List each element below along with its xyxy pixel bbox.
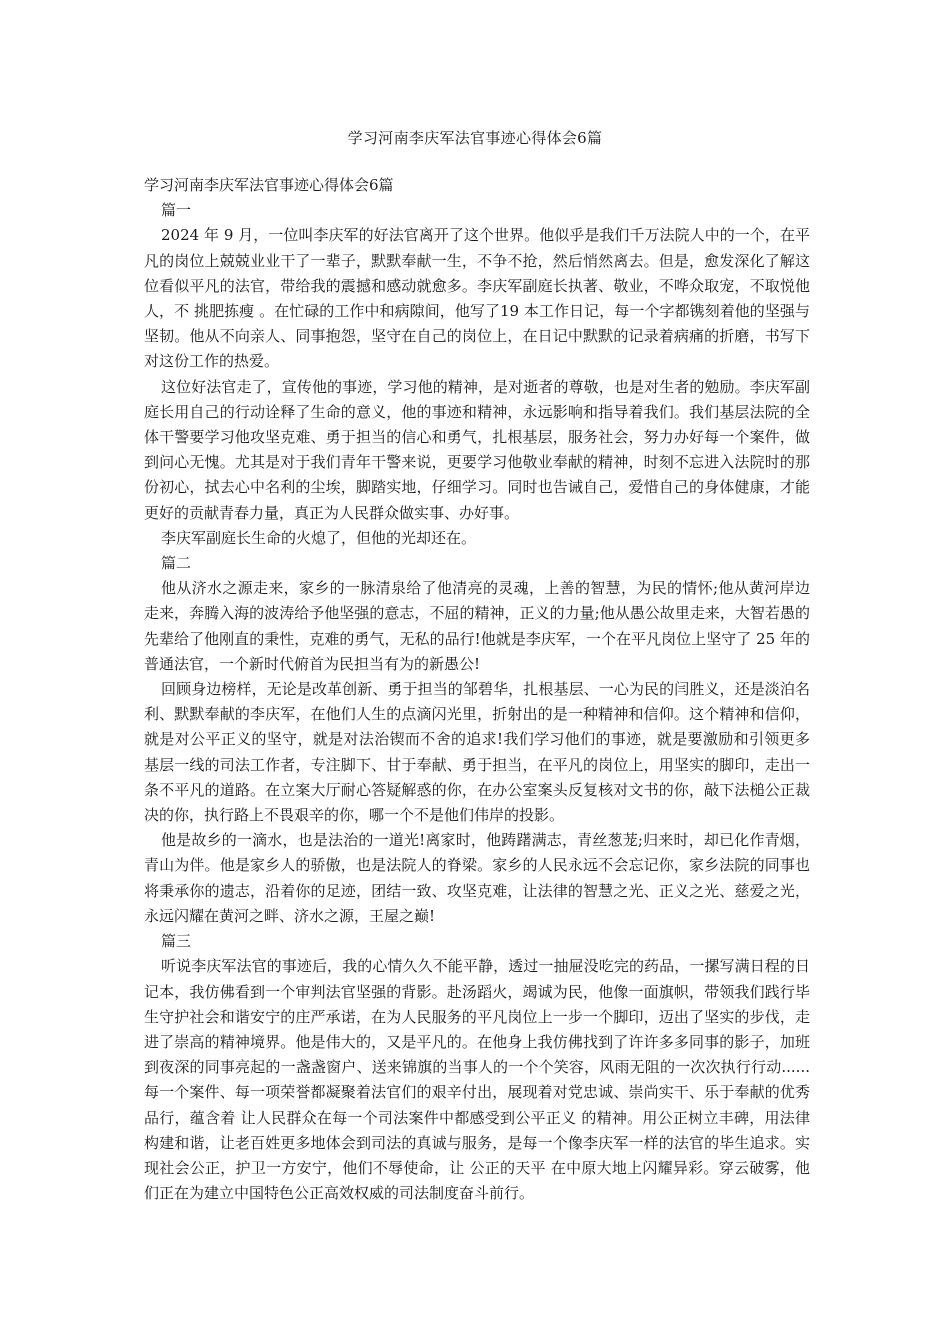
document-body bbox=[144, 173, 810, 1206]
paragraph: 他是故乡的一滴水，也是法治的一道光!离家时，他踌躇满志，青丝葱茏;归来时，却已化作青烟，青山为伴。他是家乡人的骄傲，也是法院人的脊梁。家乡的人民永远不会忘记你，家乡法院的同事也将秉承你的遗志，沿着你的足迹，团结一致、攻坚克难，让法律的智慧之光、正义之光、慈爱之光，永远闪耀在黄河之畔、济水之源，王屋之巅! bbox=[144, 831, 810, 925]
section-heading-2: 篇二 bbox=[161, 554, 192, 573]
paragraph: 2024 年 9 月，一位叫李庆军的好法官离开了这个世界。他似乎是我们千万法院人中的一个，在平凡的岗位上兢兢业业干了一辈子，默默奉献一生，不争不抢，然后悄然离去。但是，愈发深化了解这位看似平凡的法官，带给我的震撼和感动就愈多。李庆军副庭长执著、敬业，不哗众取宠，不取悦他人，不 挑肥拣瘦 。在忙碌的工作中和病隙间，他写了19 本工作日记，每一个字都镌刻着他的坚强与坚韧。他从不向亲人、同事抱怨，坚守在自己的岗位上，在日记中默默的记录着病痛的折磨，书写下对这份工作的热爱。 bbox=[144, 226, 810, 371]
paragraph: 听说李庆军法官的事迹后，我的心情久久不能平静，透过一抽屉没吃完的药品，一摞写满日程的日记本，我仿佛看到一个审判法官坚强的背影。赴汤蹈火，竭诚为民，他像一面旗帜，带领我们践行毕生守护社会和谐安宁的庄严承诺，在为人民服务的平凡岗位上一步一个脚印，迈出了坚实的步伐，走进了崇高的精神境界。他是伟大的，又是平凡的。在他身上我仿佛找到了许许多多同事的影子，加班到夜深的同事亮起的一盏盏窗户、送来锦旗的当事人的一个个笑容，风雨无阻的一次次执行行动......每一个案件、每一项荣誉都凝聚着法官们的艰辛付出，展现着对党忠诚、崇尚实干、乐于奉献的优秀品行，蕴含着 让人民群众在每一个司法案件中都感受到公平正义 的精神。用公正树立丰碑，用法律构建和谐，让老百姓更多地体会到司法的真诚与服务，是每一个像李庆军一样的法官的毕生追求。实现社会公正，护卫一方安宁，他们不辱使命，让 公正的天平 在中原大地上闪耀异彩。穿云破雾，他们正在为建立中国特色公正高效权威的司法制度奋斗前行。 bbox=[144, 957, 810, 1203]
paragraph: 他从济水之源走来，家乡的一脉清泉给了他清亮的灵魂，上善的智慧，为民的情怀;他从黄河岸边走来，奔腾入海的波涛给予他坚强的意志，不屈的精神，正义的力量;他从愚公故里走来，大智若愚的先辈给了他刚直的秉性，克难的勇气，无私的品行!他就是李庆军，一个在平凡岗位上坚守了 25 年的普通法官，一个新时代俯首为民担当有为的新愚公! bbox=[144, 579, 810, 673]
paragraph: 李庆军副庭长生命的火熄了，但他的光却还在。 bbox=[161, 528, 477, 547]
section-heading-1: 篇一 bbox=[161, 201, 192, 220]
paragraph: 回顾身边榜样，无论是改革创新、勇于担当的邹碧华，扎根基层、一心为民的闫胜义，还是淡泊名利、默默奉献的李庆军，在他们人生的点滴闪光里，折射出的是一种精神和信仰。这个精神和信仰，就是对公平正义的坚守，就是对法治锲而不舍的追求!我们学习他们的事迹，就是要激励和引领更多基层一线的司法工作者，专注脚下、甘于奉献、勇于担当，在平凡的岗位上，用坚实的脚印，走出一条不平凡的道路。在立案大厅耐心答疑解惑的你，在办公室案头反复核对文书的你，敲下法槌公正裁决的你，执行路上不畏艰辛的你，哪一个不是他们伟岸的投影。 bbox=[144, 680, 810, 825]
document-title: 学习河南李庆军法官事迹心得体会6篇 bbox=[347, 129, 603, 147]
paragraph: 这位好法官走了，宣传他的事迹，学习他的精神，是对逝者的尊敬，也是对生者的勉励。李庆军副庭长用自己的行动诠释了生命的意义，他的事迹和精神，永远影响和指导着我们。我们基层法院的全体干警要学习他攻坚克难、勇于担当的信心和勇气，扎根基层，服务社会，努力办好每一个案件，做到问心无愧。尤其是对于我们青年干警来说，更要学习他敬业奉献的精神，时刻不忘进入法院时的那份初心，拭去心中名利的尘埃，脚踏实地，仔细学习。同时也告诫自己，爱惜自己的身体健康，才能更好的贡献青春力量，真正为人民群众做实事、办好事。 bbox=[144, 377, 810, 522]
document-subtitle: 学习河南李庆军法官事迹心得体会6篇 bbox=[144, 176, 394, 194]
section-heading-3: 篇三 bbox=[161, 932, 192, 951]
